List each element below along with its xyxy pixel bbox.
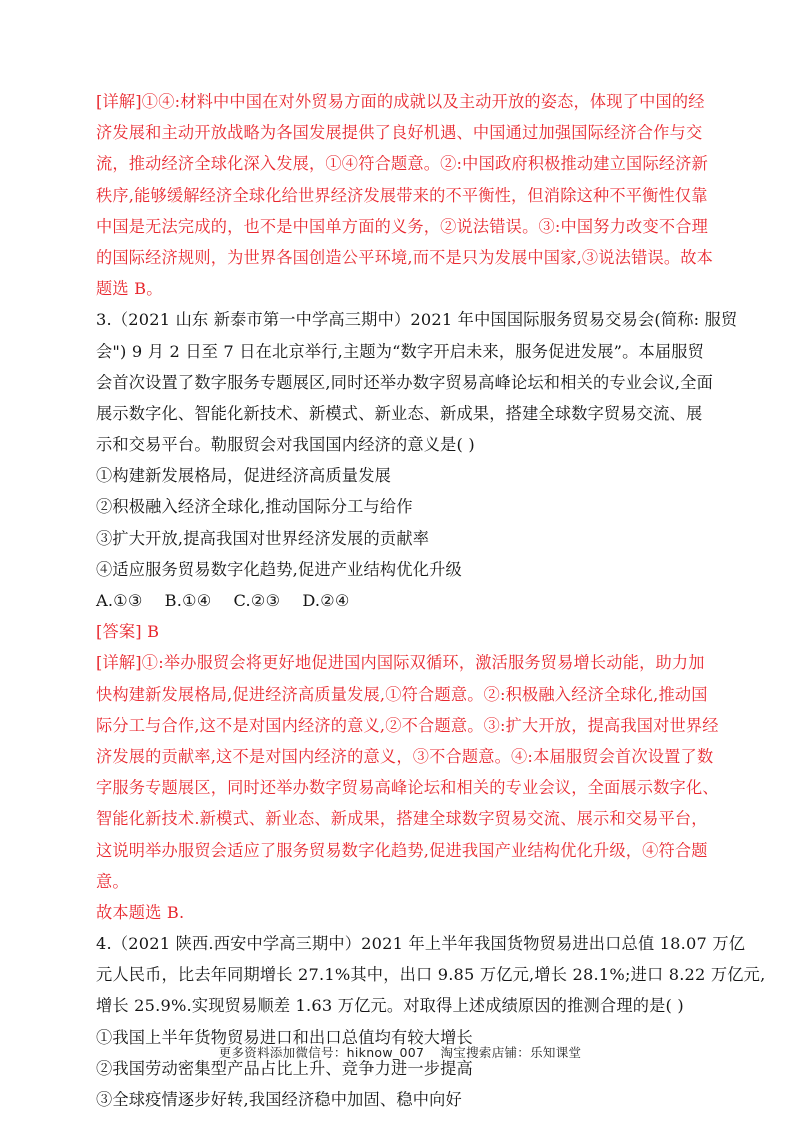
explanation-line: 际分工与合作,这不是对国内经济的意义,②不合题意。③:扩大开放，提高我国对世界经 (96, 715, 719, 735)
question-3 (96, 304, 738, 928)
explanation-line: 题选 B。 (96, 279, 163, 299)
answer-label: [答案] B (96, 622, 160, 642)
explanation-line: 这说明举办服贸会适应了服务贸易数字化趋势,促进我国产业结构优化升级，④符合题 (96, 840, 708, 860)
footer-shop: 淘宝搜索店铺：乐知课堂 (440, 1045, 582, 1060)
answer-options (96, 585, 712, 616)
explanation-line: 意。 (96, 871, 129, 891)
option-b: B.①④ (164, 591, 212, 610)
document-page (96, 86, 766, 1115)
question-stem-line: 示和交易平台。勒服贸会对我国国内经济的意义是( ) (96, 435, 475, 455)
explanation-line: 智能化新技术.新模式、新业态、新成果，搭建全球数字贸易交流、展示和交易平台， (96, 809, 708, 829)
explanation-line: 济发展和主动开放战略为各国发展提供了良好机遇、中国通过加强国际经济合作与交 (96, 123, 703, 143)
question-stem-line: 4.（2021 陕西.西安中学高三期中）2021 年上半年我国货物贸易进出口总值 18.07 万亿 (96, 934, 746, 954)
explanation-line: 流，推动经济全球化深入发展，①④符合题意。②:中国政府积极推动建立国际经济新 (96, 154, 708, 174)
question-stem-line: 3.（2021 山东 新泰市第一中学高三期中）2021 年中国国际服务贸易交易会(简称: 服贸 (96, 310, 738, 330)
option-a: A.①③ (96, 591, 143, 610)
statement-item: ④适应服务贸易数字化趋势,促进产业结构优化升级 (96, 559, 462, 579)
explanation-line: 的国际经济规则，为世界各国创造公平环境,而不是只为发展中国家,③说法错误。故本 (96, 247, 714, 267)
question-stem-line: 会首次设置了数字服务专题展区,同时还举办数字贸易高峰论坛和相关的专业会议,全面 (96, 372, 714, 392)
question-4 (96, 928, 766, 1115)
explanation-line: 中国是无法完成的，也不是中国单方面的义务，②说法错误。③:中国努力改变不合理 (96, 216, 708, 236)
statement-item: ③全球疫情逐步好转,我国经济稳中加固、稳中向好 (96, 1090, 462, 1109)
option-c: C.②③ (233, 591, 281, 610)
statement-item: ①我国上半年货物贸易进口和出口总值均有较大增长 (96, 1027, 473, 1047)
question-stem-line: 展示数字化、智能化新技术、新模式、新业态、新成果，搭建全球数字贸易交流、展 (96, 403, 703, 423)
explanation-line: 济发展的贡献率,这不是对国内经济的意义，③不合题意。④:本届服贸会首次设置了数 (96, 746, 714, 766)
statement-item: ②我国劳动密集型产品占比上升、竞争力进一步提高 (96, 1058, 473, 1078)
question-stem-line: 元人民币，比去年同期增长 27.1%其中，出口 9.85 万亿元,增长 28.1%;进口 8.22 万亿元, (96, 965, 766, 985)
option-d: D.②④ (302, 591, 350, 610)
question-stem-line: 增长 25.9%.实现贸易顺差 1.63 万亿元。对取得上述成绩原因的推测合理的是( ) (96, 996, 684, 1016)
explanation-line: [详解]①:举办服贸会将更好地促进国内国际双循环，激活服务贸易增长动能，助力加 (96, 653, 705, 673)
statement-item: ③扩大开放,提高我国对世界经济发展的贡献率 (96, 528, 430, 548)
page-footer (0, 1043, 800, 1061)
statement-item: ②积极融入经济全球化,推动国际分工与给作 (96, 497, 413, 517)
conclusion-line: 故本题选 B. (96, 902, 185, 922)
statement-item: ①构建新发展格局，促进经济高质量发展 (96, 466, 391, 486)
previous-question-explanation (96, 86, 712, 304)
question-stem-line: 会") 9 月 2 日至 7 日在北京举行,主题为“数字开启未来，服务促进发展”。本届服贸 (96, 341, 705, 361)
explanation-line: 秩序,能够缓解经济全球化给世界经济发展带来的不平衡性，但消除这种不平衡性仅靠 (96, 185, 708, 205)
explanation-line: [详解]①④:材料中中国在对外贸易方面的成就以及主动开放的姿态，体现了中国的经 (96, 92, 705, 111)
explanation-line: 字服务专题展区，同时还举办数字贸易高峰论坛和相关的专业会议，全面展示数字化、 (96, 778, 719, 798)
explanation-line: 快构建新发展格局,促进经济高质量发展,①符合题意。②:积极融入经济全球化,推动国 (96, 684, 708, 704)
footer-wechat: 更多资料添加微信号：hiknow_007 (218, 1045, 425, 1060)
